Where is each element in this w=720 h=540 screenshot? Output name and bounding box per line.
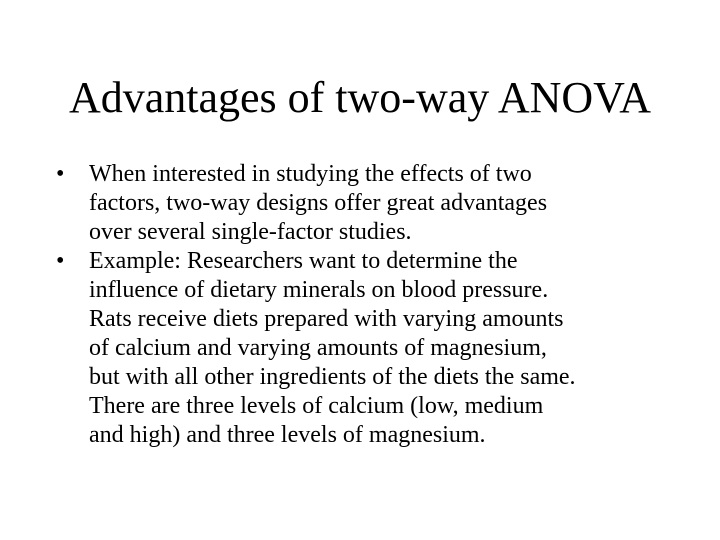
bullet-icon: • <box>56 161 65 187</box>
bullet-text-line: and high) and three levels of magnesium. <box>89 422 486 448</box>
bullet-item-example <box>54 247 684 450</box>
bullet-text-line: When interested in studying the effects of two <box>89 161 532 187</box>
bullet-text-line: over several single-factor studies. <box>89 219 412 245</box>
bullet-icon: • <box>56 248 65 274</box>
bullet-text-line: of calcium and varying amounts of magnesium, <box>89 335 547 361</box>
bullet-item-two-factor-advantage <box>54 160 684 247</box>
slide-title: Advantages of two-way ANOVA <box>68 73 652 122</box>
bullet-text-line: Example: Researchers want to determine the <box>89 248 518 274</box>
bullet-list <box>54 160 684 450</box>
bullet-text-line: There are three levels of calcium (low, medium <box>89 393 544 419</box>
bullet-text-line: Rats receive diets prepared with varying amounts <box>89 306 564 332</box>
bullet-text-line: factors, two-way designs offer great advantages <box>89 190 548 216</box>
bullet-text-line: but with all other ingredients of the diets the same. <box>89 364 576 390</box>
bullet-text-line: influence of dietary minerals on blood pressure. <box>89 277 549 303</box>
